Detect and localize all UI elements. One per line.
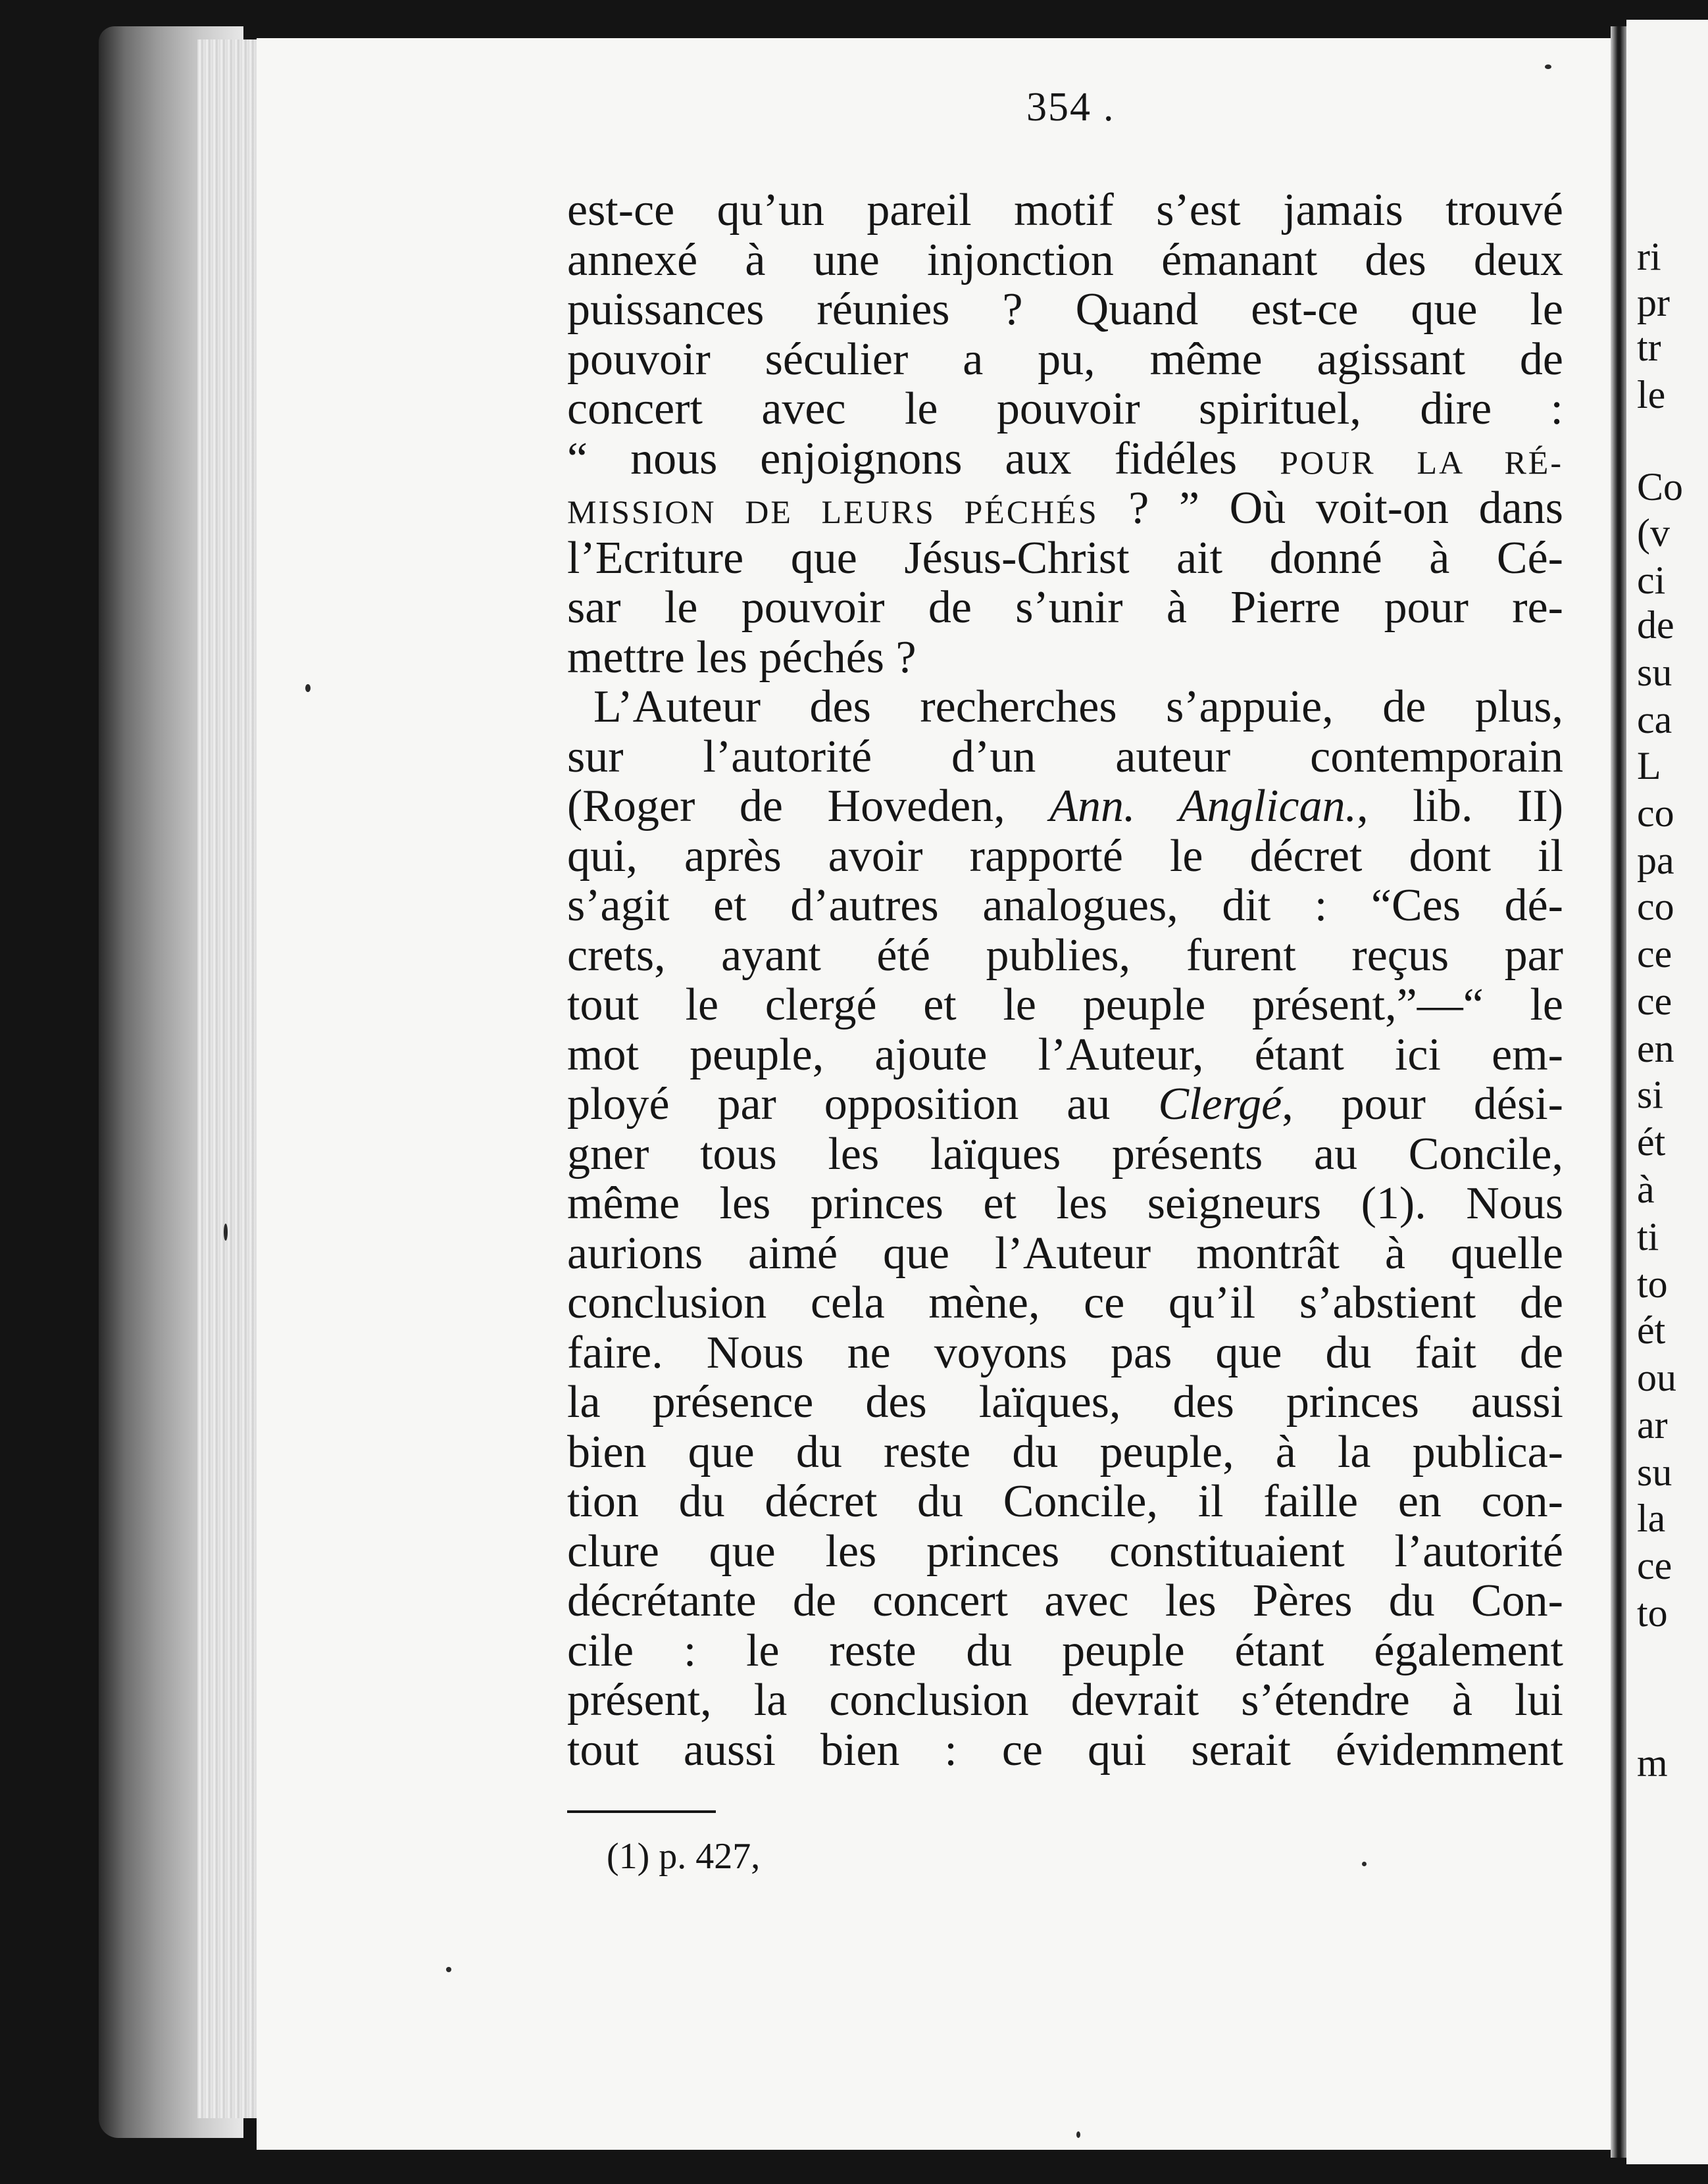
next-page-fragment: L xyxy=(1637,744,1661,787)
text-line: clure que les princes constituaient l’autorité xyxy=(567,1526,1563,1577)
text-line: cile : le reste du peuple étant également xyxy=(567,1625,1563,1676)
text-line: même les princes et les seigneurs (1). Nous xyxy=(567,1178,1563,1229)
scan-speck xyxy=(305,684,311,692)
text-line: puissances réunies ? Quand est-ce que le xyxy=(567,284,1563,335)
scan-speck xyxy=(1362,1862,1367,1866)
text-line: mettre les péchés ? xyxy=(567,632,917,683)
text-line: “ nous enjoignons aux fidéles POUR LA RÉ- xyxy=(567,433,1563,484)
text-line: bien que du reste du peuple, à la publica- xyxy=(567,1426,1563,1477)
next-page-fragment: (v xyxy=(1637,511,1670,555)
next-page-fragment: ri xyxy=(1637,235,1661,278)
next-page-fragment: si xyxy=(1637,1073,1664,1116)
scan-speck xyxy=(1076,2131,1080,2138)
next-page-fragment: co xyxy=(1637,791,1674,835)
next-page-fragment: su xyxy=(1637,1451,1672,1494)
next-page-fragment: ti xyxy=(1637,1215,1659,1258)
text-line: l’Ecriture que Jésus-Christ ait donné à Cé- xyxy=(567,532,1563,583)
next-page-fragment: de xyxy=(1637,603,1674,647)
text-line: présent, la conclusion devrait s’étendre à lui xyxy=(567,1675,1563,1725)
next-page-fragment: ce xyxy=(1637,1544,1672,1587)
text-line: qui, après avoir rapporté le décret dont il xyxy=(567,830,1563,881)
next-page-fragment: co xyxy=(1637,885,1674,928)
page-number-mark: . xyxy=(1103,85,1115,130)
next-page-fragment: à xyxy=(1637,1168,1655,1211)
text-line: sar le pouvoir de s’unir à Pierre pour re- xyxy=(567,582,1563,633)
next-page-fragment: la xyxy=(1637,1497,1666,1540)
text-line: tout aussi bien : ce qui serait évidemment xyxy=(567,1724,1563,1775)
text-line: gner tous les laïques présents au Concile, xyxy=(567,1128,1563,1179)
text-line: tout le clergé et le peuple présent,”—“ le xyxy=(567,980,1563,1030)
book-gutter xyxy=(1611,26,1626,2158)
next-page-fragment: ar xyxy=(1637,1403,1668,1447)
next-page-fragment: en xyxy=(1637,1027,1674,1070)
next-page-fragment: pr xyxy=(1637,281,1670,324)
italic-word: Clergé xyxy=(1158,1079,1282,1129)
text-line: aurions aimé que l’Auteur montrât à quelle xyxy=(567,1228,1563,1279)
text-line: (Roger de Hoveden, Ann. Anglican., lib. II) xyxy=(567,781,1564,831)
scan-speck xyxy=(224,1224,228,1241)
text-line: concert avec le pouvoir spirituel, dire : xyxy=(567,384,1563,434)
next-page-fragment: ca xyxy=(1637,698,1672,741)
text-line: est-ce qu’un pareil motif s’est jamais trouvé xyxy=(567,185,1563,236)
text-line: annexé à une injonction émanant des deux xyxy=(567,234,1563,285)
next-page-fragment: ét xyxy=(1637,1120,1666,1164)
text-line: mot peuple, ajoute l’Auteur, étant ici em- xyxy=(567,1029,1563,1080)
text-line: sur l’autorité d’un auteur contemporain xyxy=(567,731,1563,782)
small-caps-text: POUR LA RÉ- xyxy=(1280,443,1563,481)
text-line: conclusion cela mène, ce qu’il s’abstient de xyxy=(567,1278,1563,1328)
text-line: la présence des laïques, des princes aussi xyxy=(567,1377,1563,1427)
text-line: décrétante de concert avec les Pères du Con- xyxy=(567,1576,1563,1626)
scan-speck xyxy=(446,1967,451,1972)
next-page-fragment: Co xyxy=(1637,465,1684,509)
footnote-rule xyxy=(567,1810,716,1813)
next-page-fragment: su xyxy=(1637,651,1672,694)
text-line: s’agit et d’autres analogues, dit : “Ces dé- xyxy=(567,880,1563,931)
next-page-fragment: to xyxy=(1637,1591,1668,1635)
text-line: tion du décret du Concile, il faille en con- xyxy=(567,1476,1563,1527)
next-page-fragment: pa xyxy=(1637,839,1674,882)
page-number xyxy=(1026,84,1115,131)
page-number-value: 354 xyxy=(1026,85,1092,130)
next-page-edge xyxy=(1626,20,1708,2164)
text-line: ployé par opposition au Clergé, pour dési- xyxy=(567,1079,1563,1129)
next-page-fragment: le xyxy=(1637,373,1666,416)
next-page-fragment: m xyxy=(1637,1741,1668,1785)
next-page-fragment: ci xyxy=(1637,558,1666,602)
text-line: L’Auteur des recherches s’appuie, de plus, xyxy=(593,682,1563,732)
scan-speck xyxy=(1545,64,1551,69)
text-line: crets, ayant été publies, furent reçus par xyxy=(567,930,1563,981)
footnote: (1) p. 427, xyxy=(607,1836,761,1877)
next-page-fragment: to xyxy=(1637,1262,1668,1306)
next-page-fragment: ét xyxy=(1637,1308,1666,1352)
next-page-fragment: ce xyxy=(1637,932,1672,976)
next-page-fragment: tr xyxy=(1637,326,1661,369)
body-text xyxy=(567,186,1563,1775)
next-page-fragment: ou xyxy=(1637,1356,1676,1399)
italic-citation: Ann. Anglican. xyxy=(1049,781,1357,831)
text-line: MISSION DE LEURS PÉCHÉS ? ” Où voit-on dans xyxy=(567,483,1563,534)
small-caps-text: MISSION DE LEURS PÉCHÉS xyxy=(567,493,1099,530)
text-line: faire. Nous ne voyons pas que du fait de xyxy=(567,1327,1563,1378)
text-line: pouvoir séculier a pu, même agissant de xyxy=(567,334,1563,385)
next-page-fragment: ce xyxy=(1637,980,1672,1023)
